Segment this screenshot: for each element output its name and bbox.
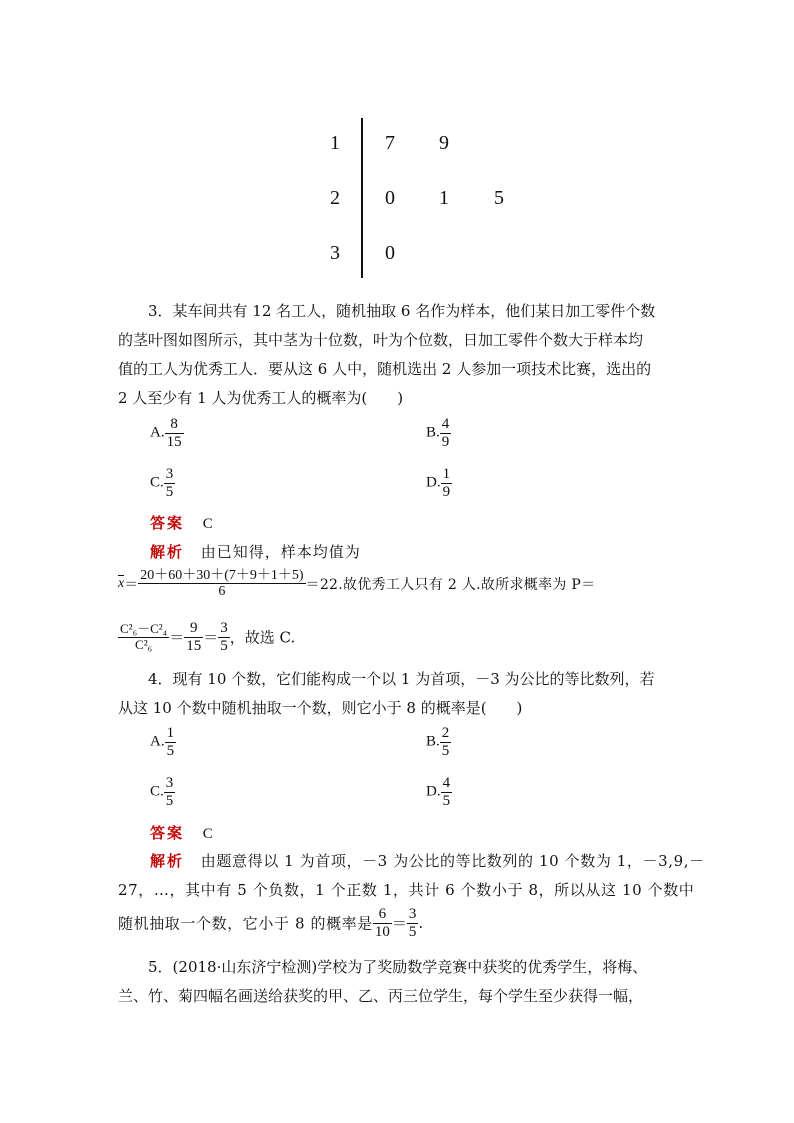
denominator: 9 (442, 483, 451, 500)
leaf-1-1: 7 (385, 132, 395, 154)
leaf-2-2: 1 (439, 187, 449, 209)
option-label: D. (426, 474, 441, 491)
frac1-numerator: 6 (373, 906, 392, 924)
q4-option-a (150, 725, 176, 759)
q3-tail: ，故选 C. (229, 628, 296, 647)
frac3-denominator: 5 (220, 637, 228, 654)
option-label: D. (426, 783, 441, 800)
q3-answer (150, 512, 213, 533)
denominator: 5 (165, 792, 174, 809)
numerator: 1 (442, 466, 451, 482)
q3-option-c (150, 466, 175, 500)
answer-label: 答案 (150, 824, 185, 842)
comb-numerator: C²₆－C²₄ (120, 621, 168, 637)
numerator: 1 (166, 725, 175, 741)
q5-line2: 兰、竹、菊四幅名画送给获奖的甲、乙、丙三位学生，每个学生至少获得一幅， (118, 987, 644, 1005)
q3-line2: 的茎叶图如图所示，其中茎为十位数，叶为个位数，日加工零件个数大于样本均 (118, 331, 644, 349)
numerator: 4 (442, 775, 451, 791)
q3-line3: 值的工人为优秀工人．要从这 6 人中，随机选出 2 人参加一项技术比赛，选出的 (118, 360, 652, 378)
analysis-text: 由已知得，样本均值为 (200, 543, 361, 561)
stem-1: 1 (330, 132, 340, 154)
q3-option-d (426, 466, 452, 500)
option-label: B. (426, 424, 440, 441)
frac2-numerator: 9 (184, 620, 203, 638)
leaf-2-1: 0 (385, 187, 395, 209)
q3-mean-formula: x＝ $\frac{20+60+30+(7+9+1+5)}{6}$ ＝22.故优秀工人只有 2 人.故所求概率为 P＝ (118, 568, 596, 600)
q4-line2: 从这 10 个数中随机抽取一个数，则它小于 8 的概率是( ) (118, 699, 523, 717)
q4-option-c (150, 775, 175, 809)
leaf-2-3: 5 (494, 187, 504, 209)
mean-numerator: 20＋60＋30＋(7＋9＋1＋5) (140, 568, 304, 583)
q4-end: . (418, 914, 424, 932)
comb-denominator: C²₆ (135, 636, 153, 652)
q4-analysis (150, 850, 705, 871)
mean-rest: ＝22.故优秀工人只有 2 人.故所求概率为 P＝ (305, 576, 596, 593)
option-label: A. (150, 733, 165, 750)
frac3-numerator: 3 (220, 620, 228, 636)
denominator: 5 (441, 742, 450, 759)
q4-option-d (426, 775, 452, 809)
q4-answer (150, 822, 213, 843)
q4-analysis-line2: 27，…，其中有 5 个负数，1 个正数 1，共计 6 个数小于 8，所以从这 10 个数中 (118, 881, 695, 899)
option-label: B. (426, 733, 440, 750)
q3-analysis (150, 541, 361, 562)
frac2-numerator: 3 (408, 906, 417, 922)
answer-value: C (202, 516, 213, 532)
answer-label: 答案 (150, 514, 185, 532)
q4-analysis-line3: 随机抽取一个数，它小于 8 的概率是 $\frac{6}{10}$ ＝ $\frac{3}{5}$ . (118, 906, 424, 940)
option-label: A. (150, 424, 165, 441)
numerator: 3 (165, 775, 174, 791)
q3-line4: 2 人至少有 1 人为优秀工人的概率为( ) (118, 389, 404, 407)
analysis-text: 由题意得以 1 为首项，－3 为公比的等比数列的 10 个数为 1，－3,9,－ (200, 852, 705, 870)
denominator: 5 (165, 483, 174, 500)
numerator: 3 (165, 466, 174, 482)
q3-probability-formula: $\frac{\text{C²₆－C²₄}}{\text{C²₆}}$ ＝ $\frac{9}{15}$ ＝ $\frac{3}{5}$ ，故选 C. (120, 620, 296, 654)
denominator: 5 (166, 742, 175, 759)
q3-option-b (426, 416, 451, 450)
frac2-denominator: 15 (186, 637, 202, 654)
numerator: 2 (441, 725, 450, 741)
stem-2: 2 (330, 187, 340, 209)
stem-3: 3 (330, 242, 340, 264)
frac2-denominator: 5 (408, 923, 417, 940)
stem-divider (361, 118, 363, 278)
numerator: 8 (165, 416, 184, 434)
q3-option-a (150, 416, 184, 450)
analysis-text: 随机抽取一个数，它小于 8 的概率是 (118, 914, 373, 933)
mean-denominator: 6 (218, 584, 226, 600)
denominator: 5 (442, 792, 451, 809)
q4-option-b (426, 725, 451, 759)
frac1-denominator: 10 (374, 923, 390, 940)
q4-line1: 4．现有 10 个数，它们能构成一个以 1 为首项，－3 为公比的等比数列，若 (148, 670, 655, 688)
answer-value: C (202, 826, 213, 842)
denominator: 15 (166, 433, 182, 450)
option-label: C. (150, 783, 164, 800)
denominator: 9 (441, 433, 450, 450)
q5-line1: 5．(2018·山东济宁检测)学校为了奖励数学竞赛中获奖的优秀学生，将梅、 (148, 958, 648, 976)
leaf-3-1: 0 (385, 242, 395, 264)
mean-symbol: x (118, 576, 125, 592)
numerator: 4 (441, 416, 450, 432)
leaf-1-2: 9 (439, 132, 449, 154)
analysis-label: 解析 (150, 852, 185, 870)
q3-line1: 3．某车间共有 12 名工人，随机抽取 6 名作为样本，他们某日加工零件个数 (148, 302, 656, 320)
option-label: C. (150, 474, 164, 491)
analysis-label: 解析 (150, 543, 185, 561)
